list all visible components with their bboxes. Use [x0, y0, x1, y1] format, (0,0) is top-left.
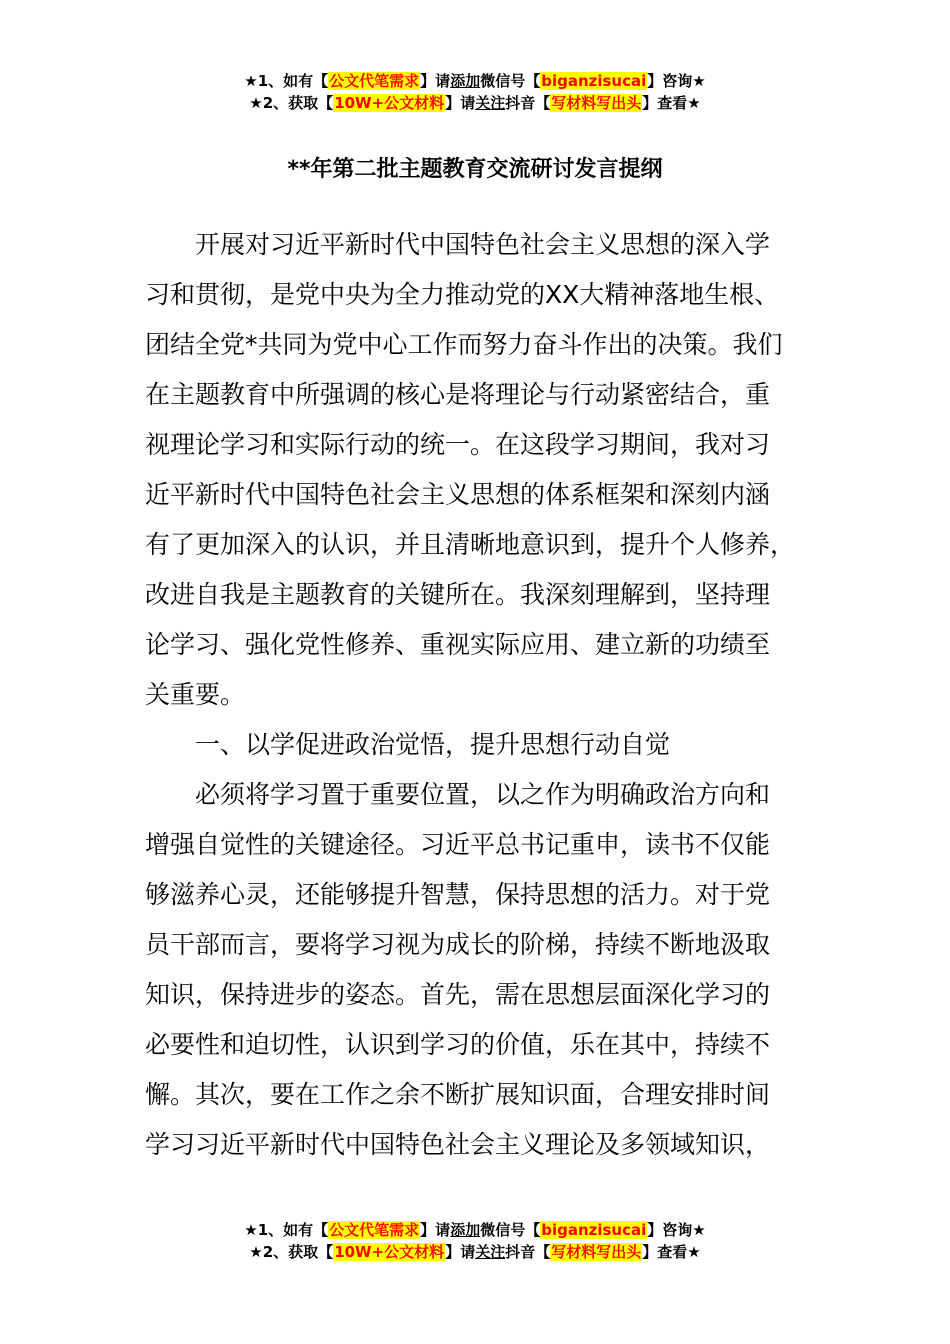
- banner-text: 抖音【: [505, 1243, 551, 1261]
- text-line: 改进自我是主题教育的关键所在。我深刻理解到，坚持理: [145, 580, 771, 609]
- banner-underlined-text: 添加: [450, 1221, 481, 1239]
- text-line: 懈。其次，要在工作之余不断扩展知识面，合理安排时间: [145, 1080, 771, 1109]
- document-body: [145, 220, 810, 1170]
- text-line: 习和贯彻，是党中央为全力推动党的XX大精神落地生根、: [145, 280, 780, 309]
- banner-line-2: [0, 92, 950, 114]
- text-line: 有了更加深入的认识，并且清晰地意识到，提升个人修养，: [145, 530, 796, 559]
- banner-text: 】请: [420, 1221, 451, 1239]
- text-line: 团结全党*共同为党中心工作而努力奋斗作出的决策。我们: [145, 330, 783, 359]
- text-line: 学习习近平新时代中国特色社会主义理论及多领域知识，: [145, 1130, 771, 1159]
- banner-text: 】咨询★: [647, 72, 706, 90]
- banner-line-2: [0, 1241, 950, 1263]
- text-line: 关重要。: [145, 680, 246, 709]
- text-line: 知识，保持进步的姿态。首先，需在思想层面深化学习的: [145, 980, 771, 1009]
- text-line: 必须将学习置于重要位置，以之作为明确政治方向和: [195, 780, 771, 809]
- banner-text: 】查看★: [642, 1243, 701, 1261]
- text-line: 员干部而言，要将学习视为成长的阶梯，持续不断地汲取: [145, 930, 771, 959]
- text-line: 近平新时代中国特色社会主义思想的体系框架和深刻内涵: [145, 480, 771, 509]
- banner-text: ★1、如有【: [244, 1221, 329, 1239]
- highlight-wechat-id: biganzisucai: [541, 72, 647, 90]
- highlight-douyin: 写材料写出头: [551, 1243, 642, 1261]
- banner-text: ★2、获取【: [249, 94, 334, 112]
- banner-line-1: [0, 1219, 950, 1241]
- highlight-service: 公文代笔需求: [329, 1221, 420, 1239]
- highlight-douyin: 写材料写出头: [551, 94, 642, 112]
- highlight-materials: 10W+公文材料: [334, 1243, 445, 1261]
- text-line: 视理论学习和实际行动的统一。在这段学习期间，我对习: [145, 430, 771, 459]
- banner-underlined-text: 添加: [450, 72, 481, 90]
- section-heading: 一、以学促进政治觉悟，提升思想行动自觉: [195, 730, 671, 759]
- banner-text: 微信号【: [480, 72, 541, 90]
- text-line: 在主题教育中所强调的核心是将理论与行动紧密结合，重: [145, 380, 771, 409]
- text-line: 够滋养心灵，还能够提升智慧，保持思想的活力。对于党: [145, 880, 771, 909]
- banner-line-1: [0, 70, 950, 92]
- banner-underlined-text: 关注: [475, 1243, 506, 1261]
- banner-text: 】请: [420, 72, 451, 90]
- header-banner: [0, 70, 950, 114]
- footer-banner: [0, 1219, 950, 1263]
- text-line: 论学习、强化党性修养、重视实际应用、建立新的功绩至: [145, 630, 771, 659]
- banner-text: ★1、如有【: [244, 72, 329, 90]
- banner-text: ★2、获取【: [249, 1243, 334, 1261]
- banner-text: 】咨询★: [647, 1221, 706, 1239]
- banner-text: 抖音【: [505, 94, 551, 112]
- banner-text: 】请: [445, 1243, 476, 1261]
- highlight-materials: 10W+公文材料: [334, 94, 445, 112]
- text-line: 必要性和迫切性，认识到学习的价值，乐在其中，持续不: [145, 1030, 771, 1059]
- highlight-wechat-id: biganzisucai: [541, 1221, 647, 1239]
- document-title: **年第二批主题教育交流研讨发言提纲: [287, 157, 663, 182]
- banner-text: 微信号【: [480, 1221, 541, 1239]
- text-line: 增强自觉性的关键途径。习近平总书记重申，读书不仅能: [145, 830, 771, 859]
- highlight-service: 公文代笔需求: [329, 72, 420, 90]
- text-line: 开展对习近平新时代中国特色社会主义思想的深入学: [195, 230, 771, 259]
- banner-text: 】请: [445, 94, 476, 112]
- banner-underlined-text: 关注: [475, 94, 506, 112]
- banner-text: 】查看★: [642, 94, 701, 112]
